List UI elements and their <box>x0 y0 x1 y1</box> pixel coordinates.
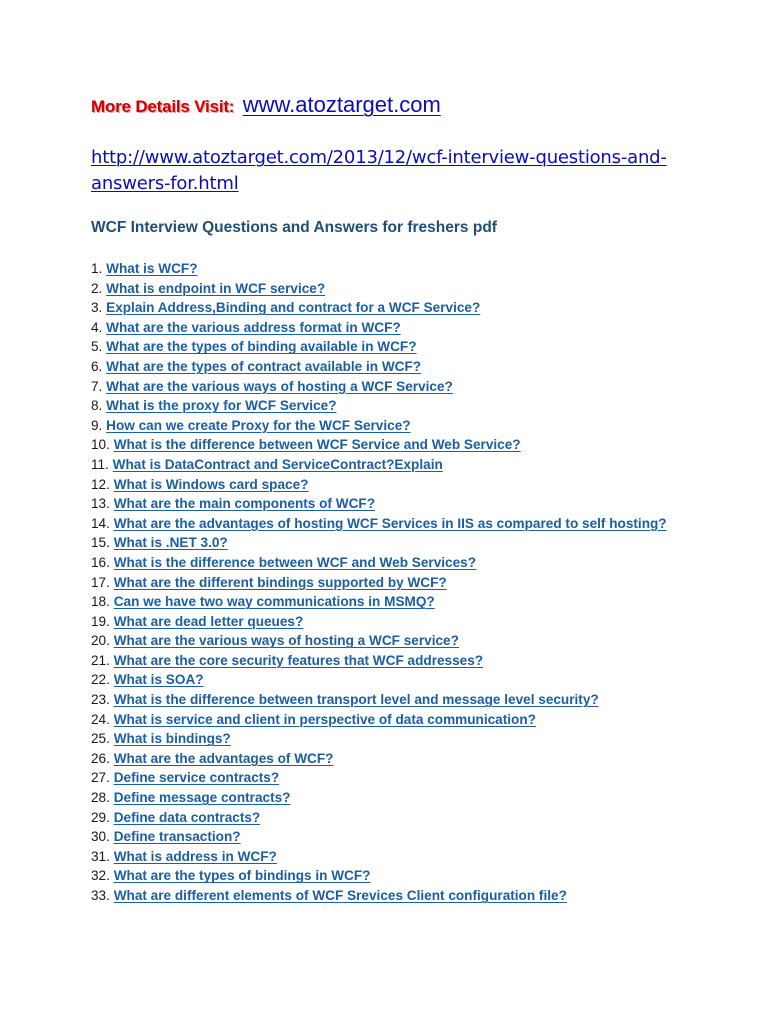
question-link[interactable]: What are the core security features that WCF addresses? <box>113 652 484 668</box>
question-item <box>91 612 671 632</box>
question-number: 20. <box>91 633 110 649</box>
question-item <box>91 337 671 357</box>
question-item <box>91 553 671 573</box>
question-number: 21. <box>91 652 110 668</box>
question-link[interactable]: What are the various ways of hosting a WCF Service? <box>106 378 453 394</box>
question-link[interactable]: What is address in WCF? <box>113 848 277 864</box>
question-number: 12. <box>91 476 110 492</box>
question-link[interactable]: What are the advantages of hosting WCF Services in IIS as compared to self hosting? <box>113 515 667 531</box>
question-item <box>91 494 671 514</box>
question-number: 11. <box>91 456 109 472</box>
question-item <box>91 514 671 534</box>
question-number: 16. <box>91 554 110 570</box>
question-number: 18. <box>91 594 110 610</box>
more-details-label: More Details Visit: <box>91 97 235 116</box>
question-item <box>91 651 671 671</box>
question-link[interactable]: What is WCF? <box>106 261 198 276</box>
question-number: 4. <box>91 319 103 335</box>
question-item <box>91 866 671 886</box>
question-item <box>91 259 671 279</box>
question-link[interactable]: What is the difference between transport level and message level security? <box>113 692 599 708</box>
question-item <box>91 416 671 436</box>
question-link[interactable]: What are the different bindings supported by WCF? <box>113 574 447 590</box>
question-link[interactable]: How can we create Proxy for the WCF Service? <box>106 417 411 433</box>
question-number: 33. <box>91 888 110 903</box>
question-item <box>91 670 671 690</box>
question-item <box>91 279 671 299</box>
question-item <box>91 808 671 828</box>
question-link[interactable]: What is the difference between WCF Service and Web Service? <box>113 437 521 453</box>
question-number: 9. <box>91 417 103 433</box>
question-link[interactable]: What is bindings? <box>113 731 231 747</box>
question-number: 19. <box>91 613 110 629</box>
question-number: 24. <box>91 711 110 727</box>
question-number: 22. <box>91 672 110 688</box>
more-details-row <box>91 92 441 118</box>
question-number: 26. <box>91 750 110 766</box>
question-item <box>91 298 671 318</box>
question-number: 1. <box>91 261 103 276</box>
question-number: 32. <box>91 868 110 884</box>
question-number: 6. <box>91 358 103 374</box>
question-item <box>91 573 671 593</box>
question-link[interactable]: What are the types of binding available in WCF? <box>106 339 417 355</box>
question-link[interactable]: What are different elements of WCF Srevices Client configuration file? <box>113 888 567 903</box>
question-link[interactable]: What is Windows card space? <box>113 476 309 492</box>
question-link[interactable]: Explain Address,Binding and contract for a WCF Service? <box>106 300 481 316</box>
question-item <box>91 768 671 788</box>
question-link[interactable]: What are the advantages of WCF? <box>113 750 334 766</box>
question-number: 15. <box>91 535 110 551</box>
question-number: 28. <box>91 790 110 806</box>
question-number: 10. <box>91 437 110 453</box>
question-link[interactable]: What are the various ways of hosting a WCF service? <box>113 633 459 649</box>
question-number: 7. <box>91 378 103 394</box>
question-item <box>91 377 671 397</box>
question-item <box>91 827 671 847</box>
site-link[interactable]: www.atoztarget.com <box>242 92 441 117</box>
question-item <box>91 357 671 377</box>
question-number: 5. <box>91 339 103 355</box>
question-item <box>91 592 671 612</box>
page-heading: WCF Interview Questions and Answers for freshers pdf <box>91 219 497 236</box>
question-link[interactable]: What are the main components of WCF? <box>113 496 375 512</box>
question-link[interactable]: Define data contracts? <box>113 809 261 825</box>
question-number: 30. <box>91 829 110 845</box>
question-number: 3. <box>91 300 103 316</box>
question-item <box>91 318 671 338</box>
question-number: 13. <box>91 496 110 512</box>
question-list <box>91 259 671 906</box>
question-item <box>91 710 671 730</box>
question-item <box>91 475 671 495</box>
question-item <box>91 533 671 553</box>
question-link[interactable]: What are the types of contract available in WCF? <box>106 358 422 374</box>
question-item <box>91 847 671 867</box>
question-link[interactable]: What are the types of bindings in WCF? <box>113 868 371 884</box>
question-link[interactable]: What is service and client in perspective of data communication? <box>113 711 536 727</box>
question-link[interactable]: What is SOA? <box>113 672 204 688</box>
question-item <box>91 435 671 455</box>
question-number: 8. <box>91 398 103 414</box>
question-link[interactable]: What is DataContract and ServiceContract?Explain <box>112 456 443 472</box>
question-item <box>91 690 671 710</box>
question-link[interactable]: Can we have two way communications in MSMQ? <box>113 594 435 610</box>
article-url-link[interactable]: http://www.atoztarget.com/2013/12/wcf-interview-questions-and-answers-for.html <box>91 147 667 194</box>
question-link[interactable]: What is the difference between WCF and Web Services? <box>113 554 477 570</box>
question-number: 14. <box>91 515 110 531</box>
question-link[interactable]: Define transaction? <box>113 829 241 845</box>
question-link[interactable]: What is endpoint in WCF service? <box>106 280 326 296</box>
question-link[interactable]: What are the various address format in WCF? <box>106 319 401 335</box>
question-item <box>91 749 671 769</box>
question-link[interactable]: What are dead letter queues? <box>113 613 304 629</box>
question-item <box>91 886 671 906</box>
question-number: 31. <box>91 848 110 864</box>
question-number: 23. <box>91 692 110 708</box>
question-link[interactable]: What is .NET 3.0? <box>113 535 228 551</box>
question-number: 27. <box>91 770 110 786</box>
question-link[interactable]: What is the proxy for WCF Service? <box>106 398 337 414</box>
question-link[interactable]: Define service contracts? <box>113 770 280 786</box>
question-number: 29. <box>91 809 110 825</box>
question-item <box>91 788 671 808</box>
question-number: 17. <box>91 574 110 590</box>
question-item <box>91 455 671 475</box>
question-item <box>91 631 671 651</box>
question-number: 2. <box>91 280 103 296</box>
question-number: 25. <box>91 731 110 747</box>
question-link[interactable]: Define message contracts? <box>113 790 291 806</box>
question-item <box>91 396 671 416</box>
question-item <box>91 729 671 749</box>
